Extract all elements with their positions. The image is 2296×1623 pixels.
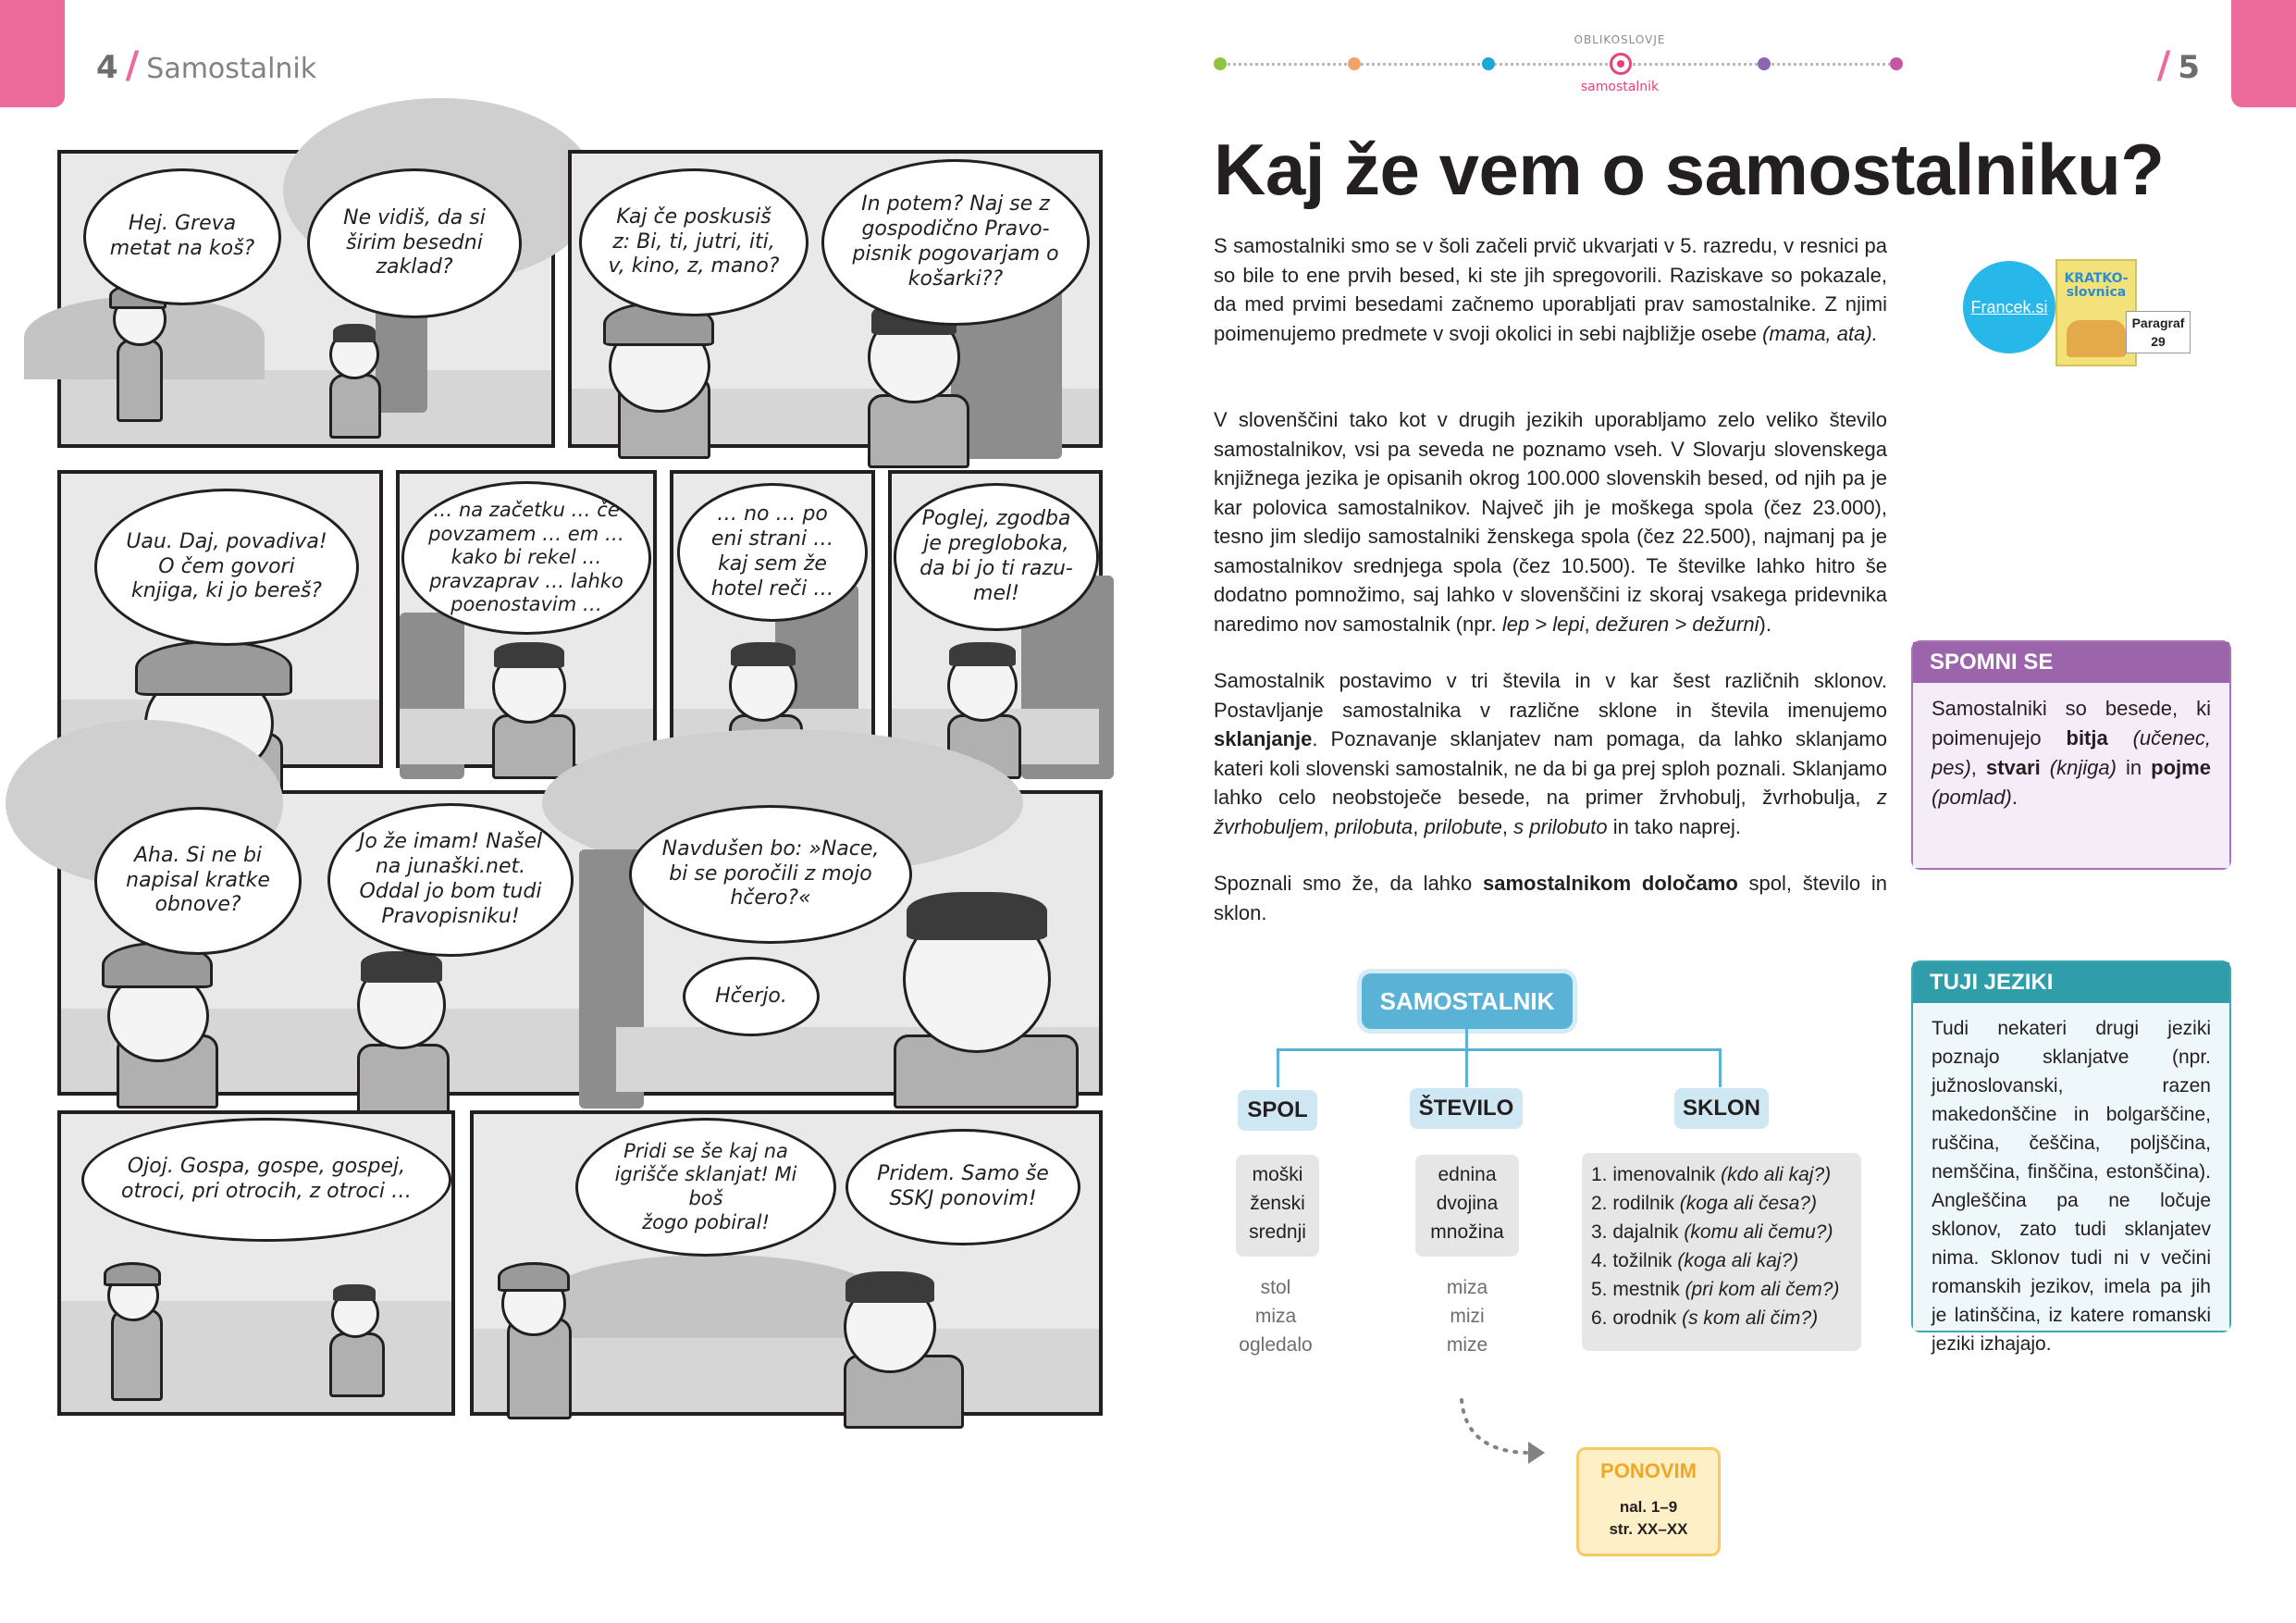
paragraf-number: 29 (2151, 334, 2166, 349)
sklon-question: (komu ali čemu?) (1684, 1221, 1833, 1243)
sklon-name: 2. rodilnik (1591, 1193, 1674, 1214)
ponovim-box[interactable] (1576, 1447, 1721, 1556)
speech-bubble: Pridi se še kaj na igrišče sklanjat! Mi boš žogo pobiral! (575, 1118, 836, 1257)
paragraph-example: dežuren > dežurni (1595, 612, 1759, 636)
speech-bubble: Ojoj. Gospa, gospe, gospej, otroci, pri otrocih, z otroci … (81, 1118, 451, 1242)
diagram-connector (1277, 1048, 1721, 1051)
paragraph-text: Spoznali smo že, da lahko (1214, 872, 1473, 895)
paragraph-term: sklanjanje (1214, 727, 1313, 750)
sklon-item (1591, 1275, 1852, 1304)
box-text: , (1970, 756, 1977, 779)
diagram-category-sklon: SKLON (1674, 1088, 1769, 1129)
diagram-connector (1465, 1029, 1468, 1049)
box-text: Samostalniki so besede, ki poimenujejo (1932, 697, 2211, 750)
spol-item: moški (1252, 1164, 1303, 1185)
paragraph-text: , (1323, 814, 1329, 838)
paragraph-text: spol, število in sklon. (1214, 872, 1887, 924)
page-title: Kaj že vem o samostalniku? (1214, 129, 2165, 210)
left-corner-tab (0, 0, 65, 107)
sklon-item (1591, 1218, 1852, 1246)
tuji-jeziki-box (1911, 960, 2231, 1355)
tuji-jeziki-heading: TUJI JEZIKI (1913, 962, 2229, 1003)
diagram-category-stevilo: ŠTEVILO (1410, 1088, 1523, 1129)
ponovim-title: PONOVIM (1600, 1459, 1697, 1482)
paragraph-examples: (mama, ata). (1762, 321, 1878, 345)
sklon-question: (koga ali česa?) (1679, 1193, 1817, 1214)
spomni-se-box (1911, 640, 2231, 870)
paragraf-reference (2126, 311, 2191, 353)
paragraph-text: ). (1759, 612, 1771, 636)
diagram-root: SAMOSTALNIK (1362, 973, 1573, 1029)
speech-bubble: Jo že imam! Našel na junaški.net. Oddal jo bom tudi Pravopisniku! (327, 803, 574, 957)
sklon-name: 5. mestnik (1591, 1279, 1680, 1300)
ponovim-tasks: nal. 1–9 (1619, 1498, 1678, 1516)
speech-bubble: Hčerjo. (683, 957, 820, 1036)
stevilo-item: množina (1430, 1221, 1504, 1243)
diagram-category-spol: SPOL (1238, 1090, 1317, 1131)
box-example: (učenec, pes) (1932, 726, 2211, 779)
sklon-question: (koga ali kaj?) (1677, 1250, 1799, 1271)
spol-examples (1225, 1273, 1327, 1359)
right-slash: / (2156, 44, 2171, 87)
progress-top-label: OBLIKOSLOVJE (1574, 33, 1666, 46)
stevilo-example: miza (1446, 1277, 1488, 1298)
francek-badge[interactable] (1963, 261, 2055, 353)
progress-dot (1890, 57, 1903, 70)
paragraph-2 (1214, 405, 1887, 638)
sklon-name: 6. orodnik (1591, 1307, 1677, 1329)
sklon-question: (s kom ali čim?) (1682, 1307, 1819, 1329)
spomni-se-heading: SPOMNI SE (1913, 642, 2229, 683)
paragraph-example: prilobute (1424, 814, 1502, 838)
book-title: KRATKO- slovnica (2064, 271, 2129, 301)
speech-bubble: … na začetku … če povzamem … em … kako bi rekel … pravzaprav … lahko poenostavim … (401, 481, 651, 635)
sklon-item (1591, 1189, 1852, 1218)
comic-strip (57, 150, 1103, 1416)
sklon-question: (pri kom ali čem?) (1685, 1279, 1840, 1300)
speech-bubble: Poglej, zgodba je pregloboka, da bi jo ti razu- mel! (894, 483, 1099, 631)
paragraph-text: in tako naprej. (1612, 814, 1741, 838)
sklon-item (1591, 1246, 1852, 1275)
paragraph-text: V slovenščini tako kot v drugih jezikih uporabljamo zelo veliko število samostalnikov, vsi pa seveda ne poznamo vseh. V Slovarju slovenskega knjižnega jezika je opisanih okrog 100.000 slovenskih besed, od njih pa je kar polovica samostalnikov. Največ jih je moškega spola (čez 23.000), tesno jim sledijo samostalniki ženskega spola (čez 22.500), najmanj pa je samostalnikov srednjega spola (čez 10.500). Te številke lahko hitro še dodatno pomnožimo, saj lahko v slovenščini iz skoraj vsakega pridevnika naredimo nov samostalnik (npr. (1214, 408, 1887, 636)
kratkoslovnica-book (2055, 259, 2137, 366)
sklon-name: 1. imenovalnik (1591, 1164, 1716, 1185)
right-running-head (2157, 44, 2200, 87)
section-name: Samostalnik (146, 53, 317, 85)
progress-line (1221, 63, 1891, 66)
tuji-jeziki-body: Tudi nekateri drugi jeziki poznajo sklanjatve (npr. južnoslovanski, razen makedonščine in bolgarščine, ruščina, češčina, poljščina, nemščina, finščina, estonščina). Angleščina pa ne ločuje sklonov, zato tudi sklanjatev nima. Sklonov tudi ni v večini romanskih jezikov, imela pa jih je latinščina, iz katere romanski jeziki izhajajo. (1913, 1003, 2229, 1331)
spol-example: stol (1260, 1277, 1291, 1298)
spol-example: miza (1254, 1306, 1297, 1327)
speech-bubble: … no … po eni strani … kaj sem že hotel reči … (677, 483, 868, 622)
speech-bubble: Uau. Daj, povadiva! O čem govori knjiga, ki jo bereš? (94, 489, 359, 646)
francek-link[interactable]: Francek.si (1970, 297, 2048, 316)
paragraph-example: prilobuta (1334, 814, 1413, 838)
left-page-number: 4 (96, 49, 118, 86)
box-term: stvari (1985, 756, 2041, 779)
speech-bubble: In potem? Naj se z gospodično Pravo- pisnik pogovarjam o košarki?? (821, 159, 1090, 326)
right-corner-tab (2231, 0, 2296, 107)
progress-current-label: samostalnik (1580, 80, 1660, 94)
left-slash: / (125, 44, 140, 87)
sklon-name: 4. tožilnik (1591, 1250, 1673, 1271)
speech-bubble: Aha. Si ne bi napisal kratke obnove? (94, 807, 302, 955)
spol-list (1236, 1155, 1319, 1257)
speech-bubble: Pridem. Samo še SSKJ ponovim! (846, 1129, 1080, 1245)
spol-example: ogledalo (1239, 1334, 1313, 1356)
diagram-connector (1465, 1048, 1468, 1087)
paragraph-text: , (1501, 814, 1509, 838)
dotted-arrow-icon (1452, 1395, 1554, 1469)
right-page-number: 5 (2178, 49, 2200, 86)
box-example: (pomlad) (1932, 786, 2012, 809)
left-running-head (96, 44, 316, 87)
box-term: pojme (2151, 756, 2211, 779)
stevilo-item: dvojina (1436, 1193, 1499, 1214)
box-text: in (2125, 756, 2142, 779)
paragraph-text: , (1584, 612, 1590, 636)
progress-current-marker (1610, 53, 1632, 75)
sklon-item (1591, 1160, 1852, 1189)
progress-dot (1758, 57, 1771, 70)
paragraph-text: Samostalnik postavimo v tri števila in v kar šest različnih sklonov. Postavljanje samostalnika v različne sklone in števila imenujemo (1214, 669, 1887, 722)
ponovim-pages: str. XX–XX (1609, 1520, 1688, 1538)
stevilo-item: ednina (1438, 1164, 1497, 1185)
scene-hill (548, 1255, 881, 1338)
diagram-connector (1277, 1048, 1279, 1087)
diagram-connector (1719, 1048, 1722, 1087)
stevilo-list (1415, 1155, 1519, 1257)
stevilo-examples (1415, 1273, 1519, 1359)
spol-item: srednji (1249, 1221, 1306, 1243)
box-text: . (2011, 786, 2018, 809)
sklon-question: (kdo ali kaj?) (1721, 1164, 1832, 1185)
paragraph-example: z žvrhobuljem (1214, 786, 1887, 838)
progress-dot (1214, 57, 1227, 70)
paragraph-1 (1214, 231, 1887, 348)
sklon-item (1591, 1304, 1852, 1332)
spomni-se-body (1913, 683, 2229, 868)
paragraph-text: . Poznavanje sklanjatev nam pomaga, da lahko sklanjamo kateri koli slovenski samostalnik, ne da bi ga prej sploh poznali. Sklanjamo lahko celo neobstoječe besede, na primer žrvhobulj, žvrhobulja, (1214, 727, 1887, 809)
chapter-progress (1214, 33, 1898, 98)
book-cover-illustration (2067, 320, 2126, 357)
paragraph-text: , (1413, 814, 1419, 838)
paragraph-4 (1214, 869, 1887, 927)
stevilo-example: mize (1446, 1334, 1488, 1356)
box-term: bitja (2066, 726, 2108, 750)
paragraph-example: s prilobuto (1513, 814, 1608, 838)
stevilo-example: mizi (1450, 1306, 1485, 1327)
sklon-list (1582, 1153, 1861, 1351)
speech-bubble: Kaj če poskusiš z: Bi, ti, jutri, iti, v, kino, z, mano? (579, 168, 809, 316)
paragraph-example: lep > lepi (1501, 612, 1585, 636)
speech-bubble: Ne vidiš, da si širim besedni zaklad? (307, 168, 522, 318)
paragraph-term: samostalnikom določamo (1483, 872, 1738, 895)
box-example: (knjiga) (2049, 756, 2117, 779)
speech-bubble: Hej. Greva metat na koš? (83, 168, 281, 305)
progress-dot (1348, 57, 1361, 70)
sklon-name: 3. dajalnik (1591, 1221, 1679, 1243)
progress-dot (1482, 57, 1495, 70)
paragraf-label: Paragraf (2131, 316, 2185, 330)
speech-bubble: Navdušen bo: »Nace, bi se poročili z mojo hčero?« (629, 805, 912, 944)
paragraph-3 (1214, 666, 1887, 841)
spol-item: ženski (1250, 1193, 1305, 1214)
paragraph-text: S samostalniki smo se v šoli začeli prvič ukvarjati v 5. razredu, v resnici pa so bile to ene prvih besed, ki ste jih spregovorili. Raziskave so pokazale, da med prvimi besedami začnemo uporabljati prav samostalnike. Z njimi poimenujemo predmete v svoji okolici in sebi najbližje osebe (1214, 234, 1887, 345)
